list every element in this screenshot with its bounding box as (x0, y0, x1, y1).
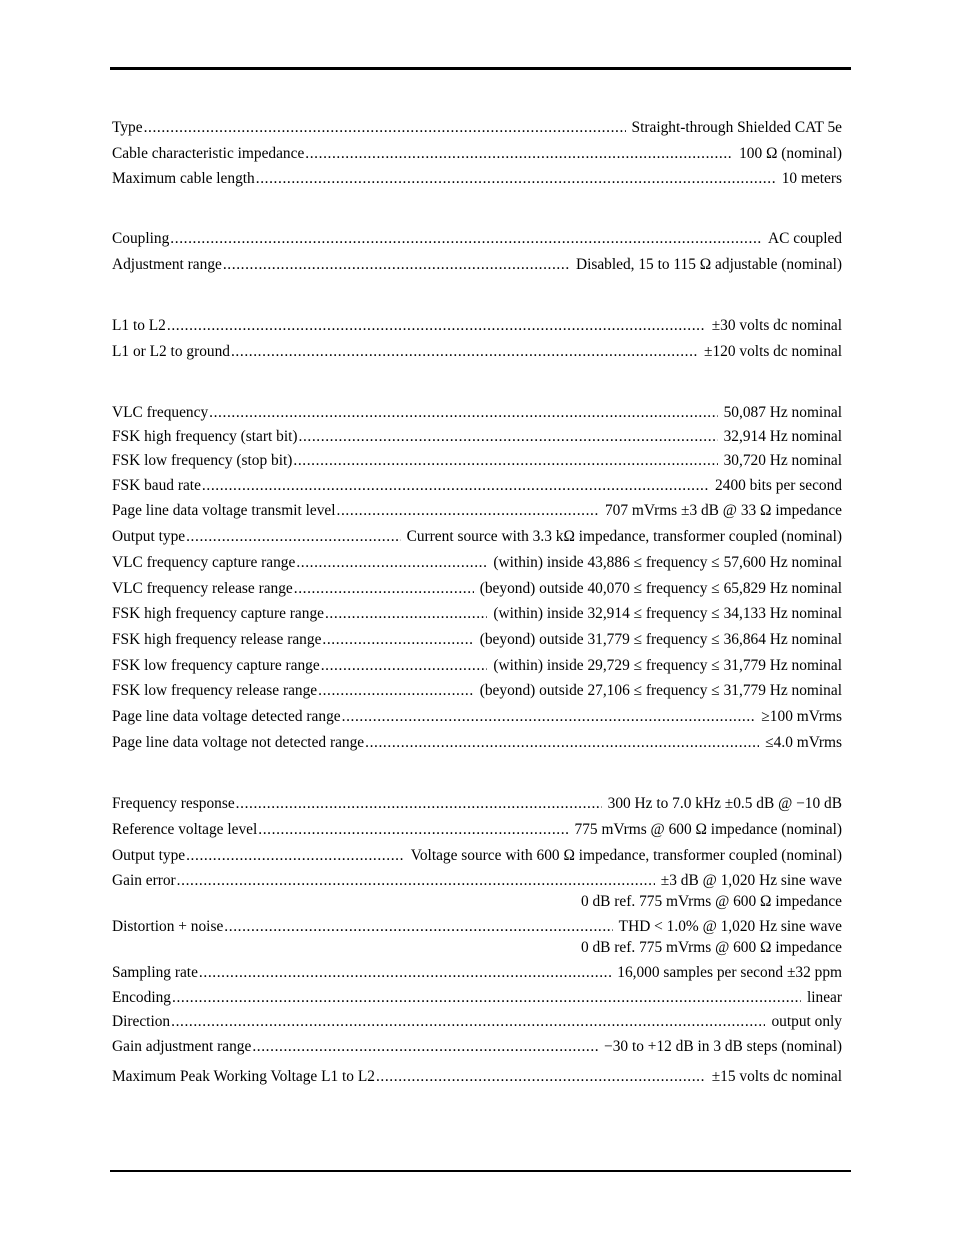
dot-leader (223, 256, 570, 274)
spec-label: VLC frequency (112, 404, 209, 421)
spec-row-detected-range (112, 708, 842, 728)
spec-row-cable-impedance (112, 145, 842, 165)
spec-label: FSK low frequency capture range (112, 657, 320, 674)
spec-label: VLC frequency release range (112, 580, 293, 597)
dot-leader (177, 872, 655, 890)
spec-row-output-type-voltage (112, 847, 842, 867)
dot-leader (294, 580, 474, 598)
spec-value: Current source with 3.3 kΩ impedance, transformer coupled (nominal) (406, 528, 842, 545)
dot-leader (256, 170, 776, 188)
dot-leader (296, 554, 487, 572)
spec-row-output-type-current (112, 528, 842, 548)
dot-leader (321, 657, 488, 675)
dot-leader (167, 317, 706, 335)
dot-leader (186, 847, 405, 865)
spec-row-max-cable-length (112, 170, 842, 190)
spec-row-coupling (112, 230, 842, 250)
spec-label: Output type (112, 528, 186, 545)
spec-label: Direction (112, 1013, 171, 1030)
spec-row-adjustment-range (112, 256, 842, 276)
spec-label: FSK baud rate (112, 477, 201, 494)
spec-value: 16,000 samples per second ±32 ppm (617, 964, 842, 981)
spec-row-max-peak-working-voltage (112, 1068, 842, 1088)
dot-leader (171, 1013, 765, 1031)
spec-label: L1 or L2 to ground (112, 343, 230, 360)
spec-label: Reference voltage level (112, 821, 258, 838)
spec-row-fsk-high-frequency (112, 428, 842, 448)
dot-leader (337, 502, 599, 520)
spec-value: 300 Hz to 7.0 kHz ±0.5 dB @ −10 dB (607, 795, 842, 812)
spec-row-vlc-release-range (112, 580, 842, 600)
spec-label: Gain adjustment range (112, 1038, 252, 1055)
dot-leader (172, 989, 801, 1007)
spec-row-fsk-high-capture-range (112, 605, 842, 625)
spec-value: 10 meters (781, 170, 842, 187)
dot-leader (252, 1038, 598, 1056)
spec-row-fsk-low-capture-range (112, 657, 842, 677)
dot-leader (231, 343, 698, 361)
spec-label: Maximum cable length (112, 170, 255, 187)
spec-row-transmit-level (112, 502, 842, 522)
footer-rule (110, 1170, 851, 1172)
spec-label: Page line data voltage not detected range (112, 734, 365, 751)
spec-label: FSK low frequency (stop bit) (112, 452, 293, 469)
spec-value: AC coupled (768, 230, 842, 247)
spec-row-fsk-low-frequency (112, 452, 842, 472)
spec-label: L1 to L2 (112, 317, 166, 334)
spec-label: FSK high frequency capture range (112, 605, 324, 622)
spec-value: ±30 volts dc nominal (711, 317, 842, 334)
dot-leader (202, 477, 709, 495)
spec-label: Adjustment range (112, 256, 222, 273)
spec-label: Cable characteristic impedance (112, 145, 305, 162)
spec-row-encoding (112, 989, 842, 1009)
dot-leader (299, 428, 718, 446)
dot-leader (186, 528, 400, 546)
spec-value: (within) inside 29,729 ≤ frequency ≤ 31,779 Hz nominal (493, 657, 842, 674)
dot-leader (322, 631, 473, 649)
spec-row-distortion-noise (112, 918, 842, 938)
spec-label: Distortion + noise (112, 918, 224, 935)
spec-row-fsk-baud-rate (112, 477, 842, 497)
spec-label: FSK high frequency release range (112, 631, 322, 648)
spec-value: −30 to +12 dB in 3 dB steps (nominal) (604, 1038, 842, 1055)
spec-label: Output type (112, 847, 186, 864)
spec-row-fsk-high-release-range (112, 631, 842, 651)
spec-value: 30,720 Hz nominal (723, 452, 842, 469)
spec-row-l1-to-l2 (112, 317, 842, 337)
dot-leader (305, 145, 733, 163)
spec-value: Voltage source with 600 Ω impedance, transformer coupled (nominal) (410, 847, 842, 864)
header-rule (110, 67, 851, 70)
spec-value: ±3 dB @ 1,020 Hz sine wave (660, 872, 842, 889)
spec-label: FSK low frequency release range (112, 682, 318, 699)
spec-row-fsk-low-release-range (112, 682, 842, 702)
dot-leader (365, 734, 759, 752)
spec-row-not-detected-range (112, 734, 842, 754)
dot-leader (318, 682, 474, 700)
spec-value: ±120 volts dc nominal (704, 343, 842, 360)
spec-value: 2400 bits per second (715, 477, 842, 494)
spec-row-sampling-rate (112, 964, 842, 984)
spec-label: FSK high frequency (start bit) (112, 428, 298, 445)
spec-label: Page line data voltage transmit level (112, 502, 336, 519)
dot-leader (236, 795, 602, 813)
spec-value: ≤4.0 mVrms (765, 734, 842, 751)
spec-value: linear (806, 989, 842, 1006)
spec-value: (within) inside 32,914 ≤ frequency ≤ 34,133 Hz nominal (493, 605, 842, 622)
spec-value: output only (771, 1013, 842, 1030)
spec-value: Disabled, 15 to 115 Ω adjustable (nominal) (575, 256, 842, 273)
dot-leader (209, 404, 717, 422)
spec-value: 50,087 Hz nominal (723, 404, 842, 421)
spec-value: ±15 volts dc nominal (711, 1068, 842, 1085)
spec-row-gain-adjustment-range (112, 1038, 842, 1058)
spec-row-vlc-capture-range (112, 554, 842, 574)
spec-value: (beyond) outside 27,106 ≤ frequency ≤ 31,779 Hz nominal (479, 682, 842, 699)
spec-row-vlc-frequency (112, 404, 842, 424)
spec-row-l1-or-l2-to-ground (112, 343, 842, 363)
spec-row-type (112, 119, 842, 139)
dot-leader (258, 821, 568, 839)
spec-value-continuation: 0 dB ref. 775 mVrms @ 600 Ω impedance (580, 939, 842, 956)
spec-value: ≥100 mVrms (761, 708, 842, 725)
spec-label: Frequency response (112, 795, 235, 812)
spec-value: (beyond) outside 31,779 ≤ frequency ≤ 36,864 Hz nominal (479, 631, 842, 648)
spec-row-direction (112, 1013, 842, 1033)
spec-value: 707 mVrms ±3 dB @ 33 Ω impedance (604, 502, 842, 519)
spec-value: 32,914 Hz nominal (723, 428, 842, 445)
spec-row-reference-voltage (112, 821, 842, 841)
dot-leader (342, 708, 756, 726)
spec-label: Maximum Peak Working Voltage L1 to L2 (112, 1068, 375, 1085)
spec-value: (beyond) outside 40,070 ≤ frequency ≤ 65,829 Hz nominal (479, 580, 842, 597)
spec-value: Straight-through Shielded CAT 5e (631, 119, 842, 136)
spec-label: Sampling rate (112, 964, 198, 981)
dot-leader (199, 964, 611, 982)
spec-value: (within) inside 43,886 ≤ frequency ≤ 57,600 Hz nominal (493, 554, 842, 571)
dot-leader (376, 1068, 706, 1086)
spec-row-gain-error (112, 872, 842, 892)
spec-value-continuation: 0 dB ref. 775 mVrms @ 600 Ω impedance (580, 893, 842, 910)
spec-label: Encoding (112, 989, 171, 1006)
spec-label: Type (112, 119, 143, 136)
spec-value: 100 Ω (nominal) (739, 145, 842, 162)
spec-row-frequency-response (112, 795, 842, 815)
spec-label: Gain error (112, 872, 176, 889)
dot-leader (224, 918, 612, 936)
spec-value: THD < 1.0% @ 1,020 Hz sine wave (618, 918, 842, 935)
dot-leader (144, 119, 626, 137)
spec-label: Page line data voltage detected range (112, 708, 341, 725)
dot-leader (293, 452, 717, 470)
dot-leader (170, 230, 762, 248)
dot-leader (325, 605, 487, 623)
spec-label: VLC frequency capture range (112, 554, 296, 571)
spec-value: 775 mVrms @ 600 Ω impedance (nominal) (574, 821, 842, 838)
spec-label: Coupling (112, 230, 170, 247)
